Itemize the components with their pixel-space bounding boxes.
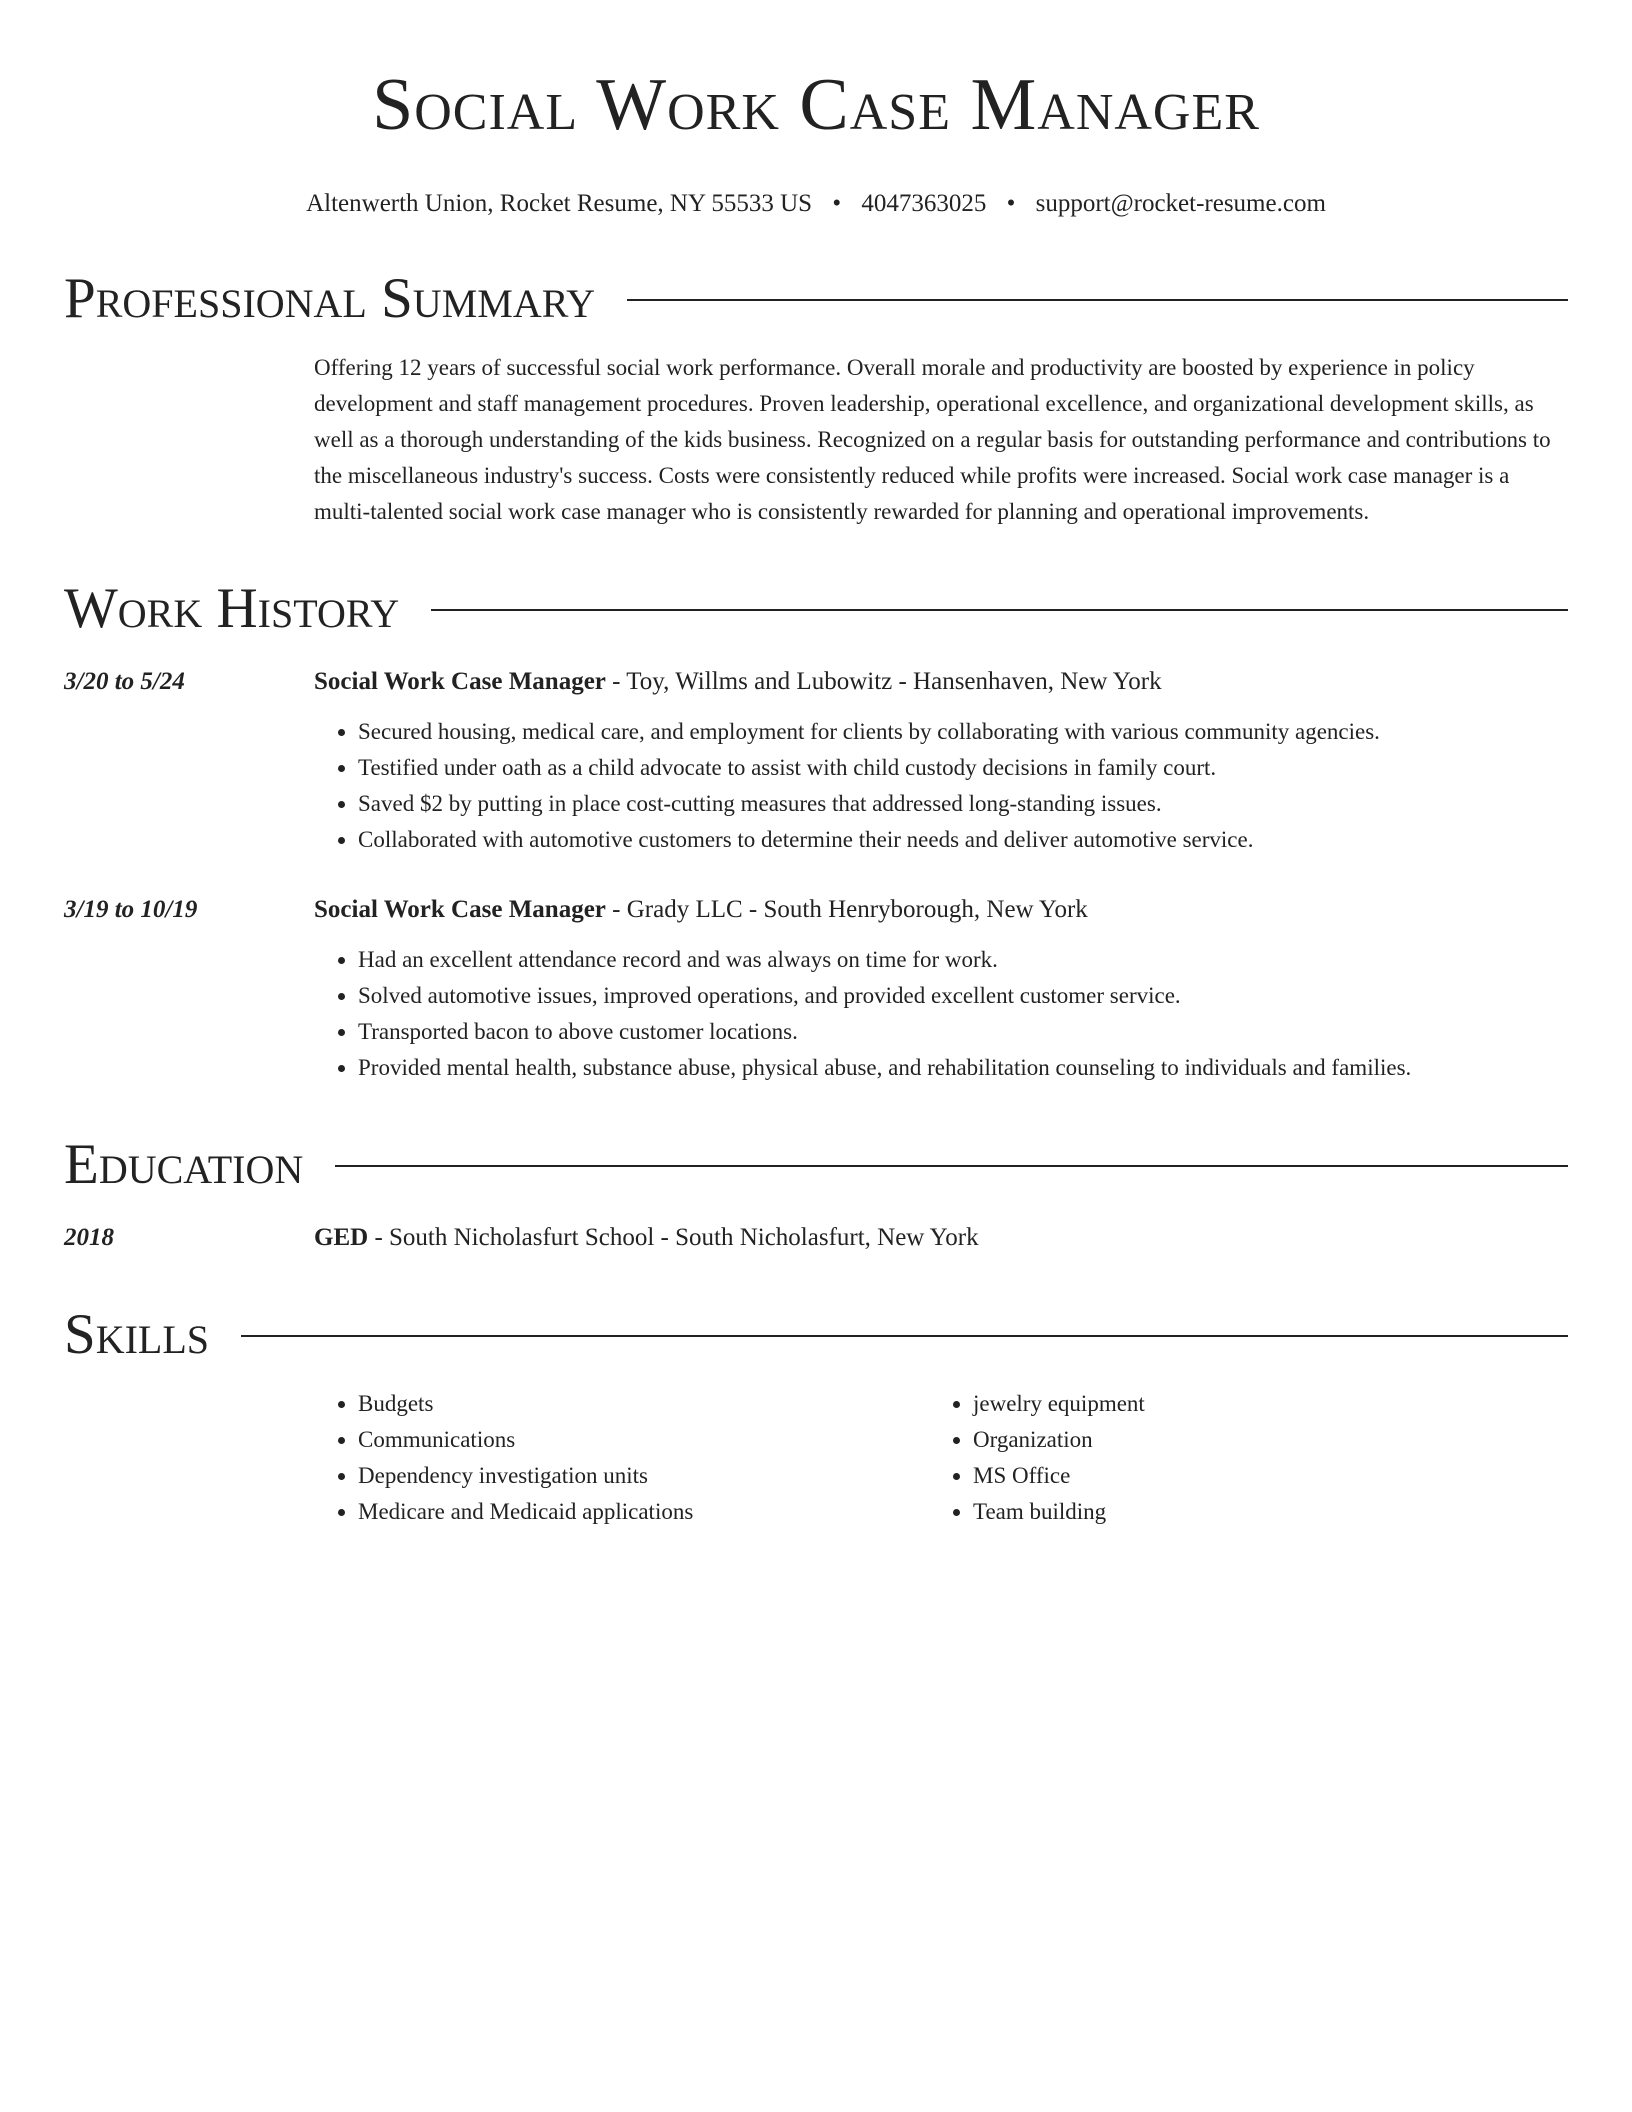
- skill-item: • Communications: [358, 1422, 929, 1458]
- job-bullet: • Solved automotive issues, improved operations, and provided excellent customer service.: [358, 978, 1568, 1014]
- summary-heading: Professional Summary: [64, 267, 596, 330]
- job-bullets: [314, 942, 1568, 1086]
- job-entry: [64, 892, 1568, 1086]
- job-dates: 3/20 to 5/24: [64, 668, 185, 695]
- contact-separator: •: [832, 190, 842, 217]
- skills-column-right: [929, 1386, 1544, 1530]
- job-title-line: [314, 664, 1568, 700]
- education-line: [314, 1220, 1568, 1256]
- contact-line: [64, 188, 1568, 220]
- job-content: [314, 664, 1568, 858]
- education-degree: GED: [314, 1224, 369, 1251]
- job-bullets: [314, 714, 1568, 858]
- candidate-name: Social Work Case Manager: [372, 64, 1260, 146]
- job-content: [314, 892, 1568, 1086]
- section-divider: [627, 299, 1568, 301]
- job-employer: - Grady LLC - South Henryborough, New York: [605, 896, 1088, 923]
- skills-section-header: [64, 1302, 1568, 1368]
- education-school: - South Nicholasfurt School - South Nicholasfurt, New York: [368, 1224, 979, 1251]
- job-bullet: • Transported bacon to above customer locations.: [358, 1014, 1568, 1050]
- skills-heading: Skills: [64, 1303, 210, 1366]
- job-title-line: [314, 892, 1568, 928]
- section-divider: [335, 1165, 1568, 1167]
- skill-item: • jewelry equipment: [973, 1386, 1544, 1422]
- skill-item: • Organization: [973, 1422, 1544, 1458]
- job-title: Social Work Case Manager: [314, 668, 606, 695]
- skill-item: • Medicare and Medicaid applications: [358, 1494, 929, 1530]
- summary-section-header: [64, 266, 1568, 332]
- job-title: Social Work Case Manager: [314, 896, 606, 923]
- education-section-header: [64, 1132, 1568, 1198]
- contact-email: support@rocket-resume.com: [1035, 190, 1326, 217]
- skill-item: • Dependency investigation units: [358, 1458, 929, 1494]
- job-bullet: • Provided mental health, substance abuse, physical abuse, and rehabilitation counseling to individuals and families.: [358, 1050, 1568, 1086]
- contact-separator: •: [1006, 190, 1016, 217]
- job-bullet: • Had an excellent attendance record and was always on time for work.: [358, 942, 1568, 978]
- summary-text: Offering 12 years of successful social work performance. Overall morale and productivity are boosted by experience in policy development and staff management procedures. Proven leadership, operational excellence, and organizational development skills, as well as a thorough understanding of the kids business. Recognized on a regular basis for outstanding performance and contributions to the miscellaneous industry's success. Costs were consistently reduced while profits were increased. Social work case manager is a multi-talented social work case manager who is consistently rewarded for planning and operational improvements.: [314, 355, 1551, 524]
- skill-item: • MS Office: [973, 1458, 1544, 1494]
- job-bullet: • Collaborated with automotive customers to determine their needs and deliver automotive service.: [358, 822, 1568, 858]
- job-employer: - Toy, Willms and Lubowitz - Hansenhaven, New York: [605, 668, 1162, 695]
- job-dates: 3/19 to 10/19: [64, 896, 198, 923]
- job-entry: [64, 664, 1568, 858]
- skill-item: • Team building: [973, 1494, 1544, 1530]
- education-entry: [64, 1220, 1568, 1256]
- section-divider: [241, 1335, 1568, 1337]
- education-content: [314, 1220, 1568, 1256]
- contact-phone: 4047363025: [861, 190, 987, 217]
- education-heading: Education: [64, 1133, 304, 1196]
- education-year: 2018: [64, 1224, 114, 1251]
- job-bullet: • Testified under oath as a child advocate to assist with child custody decisions in family court.: [358, 750, 1568, 786]
- skills-list: [314, 1386, 1568, 1530]
- section-divider: [431, 609, 1568, 611]
- work-heading: Work History: [64, 577, 400, 640]
- contact-address: Altenwerth Union, Rocket Resume, NY 55533 US: [306, 190, 813, 217]
- work-section-header: [64, 576, 1568, 642]
- skill-item: • Budgets: [358, 1386, 929, 1422]
- job-bullet: • Secured housing, medical care, and employment for clients by collaborating with various community agencies.: [358, 714, 1568, 750]
- job-bullet: • Saved $2 by putting in place cost-cutting measures that addressed long-standing issues.: [358, 786, 1568, 822]
- skills-column-left: [314, 1386, 929, 1530]
